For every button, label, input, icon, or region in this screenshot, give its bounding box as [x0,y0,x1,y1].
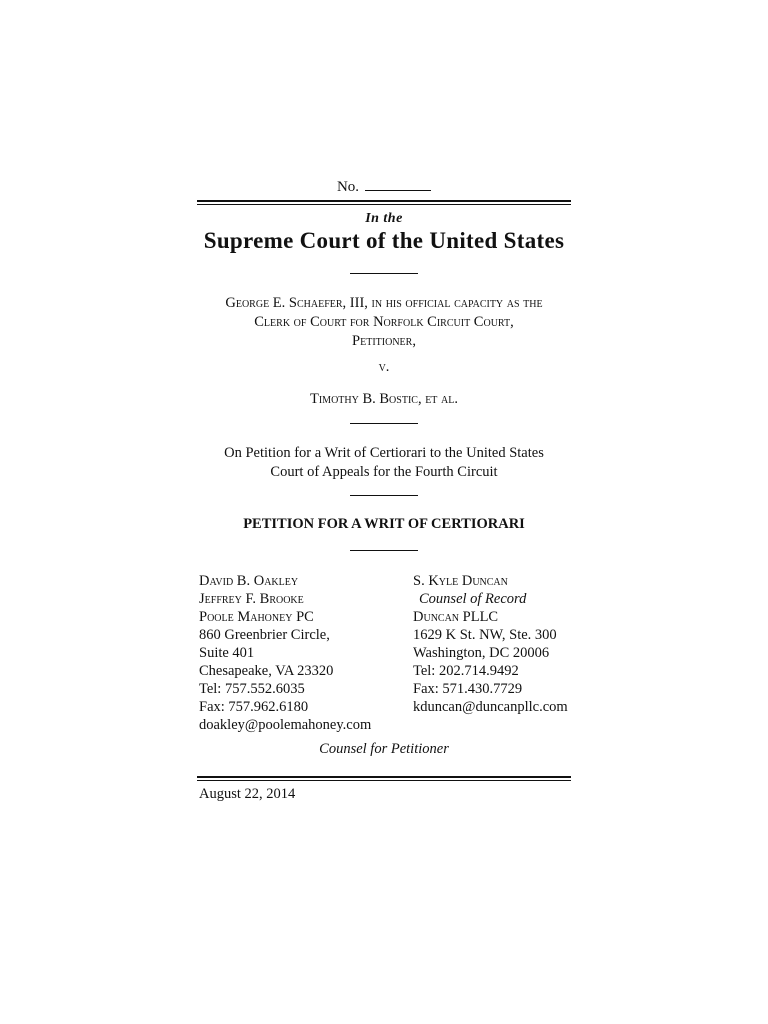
docket-label: No. [336,179,360,195]
email-line: doakley@poolemahoney.com [199,717,372,733]
fax-line: Fax: 757.962.6180 [199,699,309,715]
address-line: 860 Greenbrier Circle, [199,627,330,643]
address-line: 1629 K St. NW, Ste. 300 [413,627,557,643]
filing-date: August 22, 2014 [199,786,296,802]
counsel-name: S. Kyle Duncan [413,573,508,589]
counsel-name: David B. Oakley [199,573,299,589]
petition-basis-line-1: On Petition for a Writ of Certiorari to the United States [224,445,544,461]
law-firm-name: Poole Mahoney PC [199,609,314,625]
counsel-of-record-label: Counsel of Record [419,591,527,607]
petitioner-role: Petitioner, [352,333,416,349]
phone-line: Tel: 202.714.9492 [413,663,519,679]
court-name-heading: Supreme Court of the United States [203,228,565,253]
address-line: Chesapeake, VA 23320 [199,663,334,679]
divider-rule-4 [350,550,418,551]
divider-rule-2 [350,423,418,424]
fax-line: Fax: 571.430.7729 [413,681,523,697]
respondent: Timothy B. Bostic, et al. [309,391,458,407]
top-double-rule [197,200,571,205]
bottom-double-rule [197,776,571,781]
petition-title: PETITION FOR A WRIT OF CERTIORARI [243,516,525,532]
phone-line: Tel: 757.552.6035 [199,681,305,697]
petitioner-line-2: Clerk of Court for Norfolk Circuit Court, [254,314,514,330]
in-the-heading: In the [365,211,403,226]
divider-rule-3 [350,495,418,496]
law-firm-name: Duncan PLLC [413,609,499,625]
versus: v. [378,359,390,375]
counsel-left-block [199,572,399,734]
docket-blank-line [365,176,431,191]
petition-basis-line-2: Court of Appeals for the Fourth Circuit [270,464,498,480]
divider-rule-1 [350,273,418,274]
docket-number [197,176,571,197]
counsel-for-petitioner: Counsel for Petitioner [319,741,449,757]
address-line: Washington, DC 20006 [413,645,550,661]
address-line: Suite 401 [199,645,255,661]
petitioner-line-1: George E. Schaefer, III, in his official capacity as the [225,295,543,311]
counsel-right-block [413,572,583,716]
counsel-name: Jeffrey F. Brooke [199,591,304,607]
email-line: kduncan@duncanpllc.com [413,699,568,715]
